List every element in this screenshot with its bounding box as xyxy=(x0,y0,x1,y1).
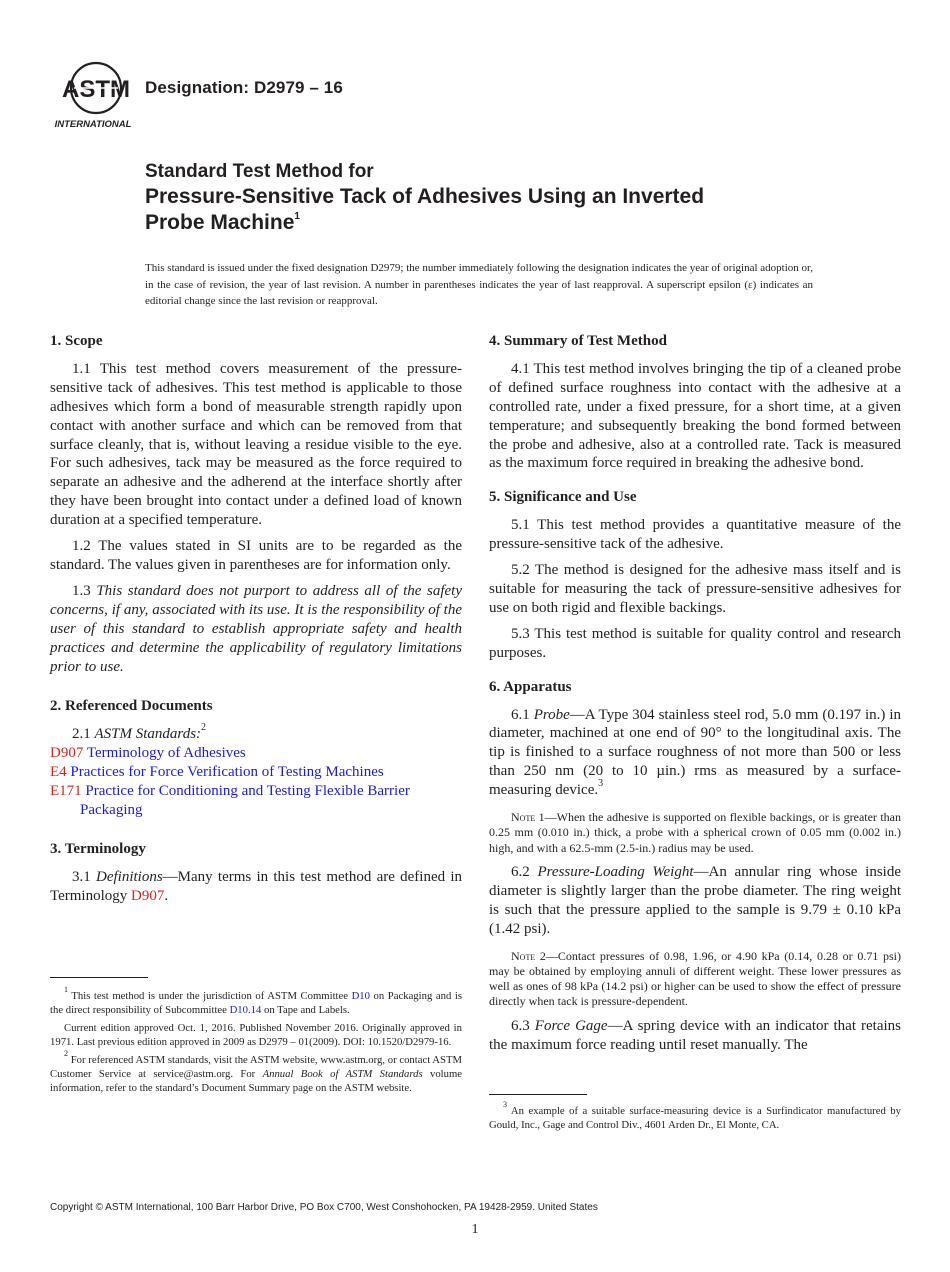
footnote-3-mark: 3 xyxy=(503,1100,507,1110)
paragraph-4-1: 4.1 This test method involves bringing the tip of a cleaned probe of defined surface roughness into contact with the adhesive at a controlled rate, under a fixed pressure, for a short time, at a given temperature; and subsequently breaking the bond formed between the probe and adhesive, also at a controlled rate. Tack is measured as the maximum force required in breaking the adhesive bond. xyxy=(489,360,901,472)
footnote-1 xyxy=(50,985,462,1017)
footnote-1-text-c: on Tape and Labels. xyxy=(264,1004,350,1016)
section-heading-apparatus: 6. Apparatus xyxy=(489,678,572,695)
paragraph-1-3 xyxy=(50,582,462,677)
paragraph-6-2-label: Pressure-Loading Weight xyxy=(537,863,694,880)
note-2-label: Note 2 xyxy=(511,948,546,963)
paragraph-5-3: 5.3 This test method is suitable for quality control and research purposes. xyxy=(489,625,901,661)
footnote-1-ref-d10-14[interactable]: D10.14 xyxy=(229,1004,262,1016)
astm-logo xyxy=(52,58,134,132)
ref-code-d907[interactable]: D907 xyxy=(50,745,84,762)
copyright-line: Copyright © ASTM International, 100 Barr Harbor Drive, PO Box C700, West Conshohocken, PA 19428-2959. United States xyxy=(50,1202,598,1213)
paragraph-3-1 xyxy=(50,868,462,906)
footnote-rule-right xyxy=(489,1094,587,1095)
section-heading-summary: 4. Summary of Test Method xyxy=(489,333,667,349)
title-footnote-mark: 1 xyxy=(294,211,300,222)
astm-logo-icon xyxy=(52,58,134,132)
ref-title-e171[interactable]: Practice for Conditioning and Testing Flexible Barrier Packaging xyxy=(80,783,410,818)
footnote-2-mark: 2 xyxy=(64,1049,68,1059)
title-line-1: Standard Test Method for xyxy=(145,161,374,182)
document-title xyxy=(145,160,845,236)
paragraph-3-1-end: . xyxy=(164,887,169,904)
paragraph-1-3-text: This standard does not purport to address all of the safety concerns, if any, associated with its use. It is the responsibility of the user of this standard to establish appropriate safety and health practices and determine the applicability of regulatory limitations prior to use. xyxy=(50,582,463,675)
note-1-label: Note 1 xyxy=(511,810,545,825)
footnote-2-text-b: volume information, refer to the standard’s Document Summary page on the ASTM website. xyxy=(50,1068,463,1094)
note-1 xyxy=(489,810,901,856)
paragraph-5-2: 5.2 The method is designed for the adhesive mass itself and is suitable for measuring the tack of pressure-sensitive adhesives for use on both rigid and flexible backings. xyxy=(489,562,901,616)
paragraph-3-1-number: 3.1 xyxy=(72,868,91,885)
footnote-1-mark: 1 xyxy=(64,985,68,995)
ref-title-d907[interactable]: Terminology of Adhesives xyxy=(86,745,246,762)
footnote-3-text: An example of a suitable surface-measuring device is a Surfindicator manufactured by Gould, Inc., Gage and Control Div., 4601 Arden Dr., El Monte, CA. xyxy=(489,1105,901,1131)
footnote-1-ref-d10[interactable]: D10 xyxy=(351,990,370,1002)
title-line-2a: Pressure-Sensitive Tack of Adhesives Using an Inverted xyxy=(145,185,705,208)
paragraph-3-1-text: —Many terms in this test method are defined in Terminology xyxy=(50,868,462,904)
paragraph-6-2-number: 6.2 xyxy=(511,863,530,880)
note-2 xyxy=(489,949,901,1010)
title-line-2 xyxy=(145,184,845,236)
right-column xyxy=(489,332,901,1062)
ref-item-d907 xyxy=(50,744,462,763)
note-2-text: —Contact pressures of 0.98, 1.96, or 4.90 kPa (0.14, 0.28 or 0.71 psi) may be obtained by employing annuli of different weight. These lower pressures as well as ones of 98 kPa (14.2 psi) or higher can be used to show the effect of pressure directly when tack is pressure-dependent. xyxy=(489,948,902,1009)
paragraph-6-1-label: Probe xyxy=(533,706,570,723)
ref-item-e4 xyxy=(50,763,462,782)
footnote-mark-3: 3 xyxy=(598,778,604,790)
paragraph-6-2-text: —An annular ring whose inside diameter is slightly larger than the probe diameter. The ring weight is such that the pressure applied to the sample is 9.79 ± 0.10 kPa (1.42 psi). xyxy=(489,863,901,937)
referenced-documents-list xyxy=(50,744,462,820)
paragraph-5-1: 5.1 This test method provides a quantitative measure of the pressure-sensitive tack of the adhesive. xyxy=(489,517,901,553)
paragraph-2-1-number: 2.1 xyxy=(72,726,91,743)
footnote-mark-2: 2 xyxy=(201,722,207,734)
footnote-rule-left xyxy=(50,977,148,978)
paragraph-6-2 xyxy=(489,863,901,939)
footnote-1-text-a: This test method is under the jurisdiction of ASTM Committee xyxy=(71,990,349,1002)
logo-letters: ASTM xyxy=(62,76,130,103)
paragraph-1-3-number: 1.3 xyxy=(72,582,91,599)
section-heading-scope: 1. Scope xyxy=(50,333,103,349)
paragraph-3-1-ref-d907[interactable]: D907 xyxy=(131,887,165,904)
preamble: This standard is issued under the fixed designation D2979; the number immediately following the designation indicates the year of original adoption or, in the case of revision, the year of last revision. A number in parentheses indicates the year of last reapproval. A superscript epsilon (ε) indicates an editorial change since the last revision or reapproval. xyxy=(145,262,813,307)
paragraph-6-3-label: Force Gage xyxy=(534,1017,608,1034)
paragraph-6-1-number: 6.1 xyxy=(511,706,530,723)
footnotes-right xyxy=(489,1100,901,1136)
note-1-text: —When the adhesive is supported on flexible backings, or is greater than 0.25 mm (0.010 in.) thick, a probe with a spherical crown of 0.05 mm (0.002 in.) high, and with a 62.5-mm (2.5-in.) radius may be used. xyxy=(489,810,901,855)
paragraph-2-1-label: ASTM Standards: xyxy=(94,726,202,743)
paragraph-6-1 xyxy=(489,706,901,801)
ref-code-e171[interactable]: E171 xyxy=(50,783,82,800)
paragraph-1-1: 1.1 This test method covers measurement of the pressure-sensitive tack of adhesives. This test method is applicable to those adhesives which form a bond of measurable strength rapidly upon contact with another surface and which can be removed from that surface cleanly, that is, without leaving a residue visible to the eye. For such adhesives, tack may be measured as the force required to separate an adhesive and the adherend at the interface shortly after they have been brought into contact under a defined load of known duration at a specified temperature. xyxy=(50,360,462,529)
logo-subtext: INTERNATIONAL xyxy=(54,119,132,130)
section-heading-terminology: 3. Terminology xyxy=(50,840,146,857)
footnote-1-edition: Current edition approved Oct. 1, 2016. Published November 2016. Originally approved in 1971. Last previous edition approved in 2009 as D2979 – 01(2009). DOI: 10.1520/D2979-16. xyxy=(50,1022,462,1048)
ref-code-e4[interactable]: E4 xyxy=(50,764,67,781)
page-number: 1 xyxy=(471,1222,479,1237)
paragraph-3-1-label: Definitions xyxy=(96,868,163,885)
section-heading-significance: 5. Significance and Use xyxy=(489,489,637,506)
paragraph-6-1-text: —A Type 304 stainless steel rod, 5.0 mm (0.197 in.) in diameter, machined at one end of 90° to the longitudinal axis. The tip is finished to a surface roughness of not more than 500 or less than 250 nm (20 to 10 µin.) rms as measured by a surface-measuring device. xyxy=(489,706,902,799)
designation: Designation: D2979 – 16 xyxy=(145,78,343,97)
paragraph-6-3-text: —A spring device with an indicator that retains the maximum force reading until reset manually. The xyxy=(489,1017,902,1053)
paragraph-6-3 xyxy=(489,1017,901,1055)
footnote-2-text-a: For referenced ASTM standards, visit the ASTM website, www.astm.org, or contact ASTM Customer Service at service@astm.org. For xyxy=(50,1054,463,1080)
ref-item-e171 xyxy=(50,782,462,820)
footnote-3 xyxy=(489,1100,901,1132)
title-line-2b: Probe Machine xyxy=(145,211,295,234)
paragraph-6-3-number: 6.3 xyxy=(511,1017,530,1034)
section-heading-referenced-documents: 2. Referenced Documents xyxy=(50,698,213,715)
footnote-2-book-title: Annual Book of ASTM Standards xyxy=(262,1068,423,1080)
footnote-2 xyxy=(50,1049,463,1095)
ref-title-e4[interactable]: Practices for Force Verification of Testing Machines xyxy=(70,764,384,781)
footnote-1-text-b: on Packaging and is the direct responsibility of Subcommittee xyxy=(50,990,462,1016)
paragraph-1-2: 1.2 The values stated in SI units are to be regarded as the standard. The values given in parentheses are for information only. xyxy=(50,538,462,573)
footnotes-left xyxy=(50,985,463,1099)
paragraph-2-1 xyxy=(50,722,462,744)
left-column xyxy=(50,332,462,913)
